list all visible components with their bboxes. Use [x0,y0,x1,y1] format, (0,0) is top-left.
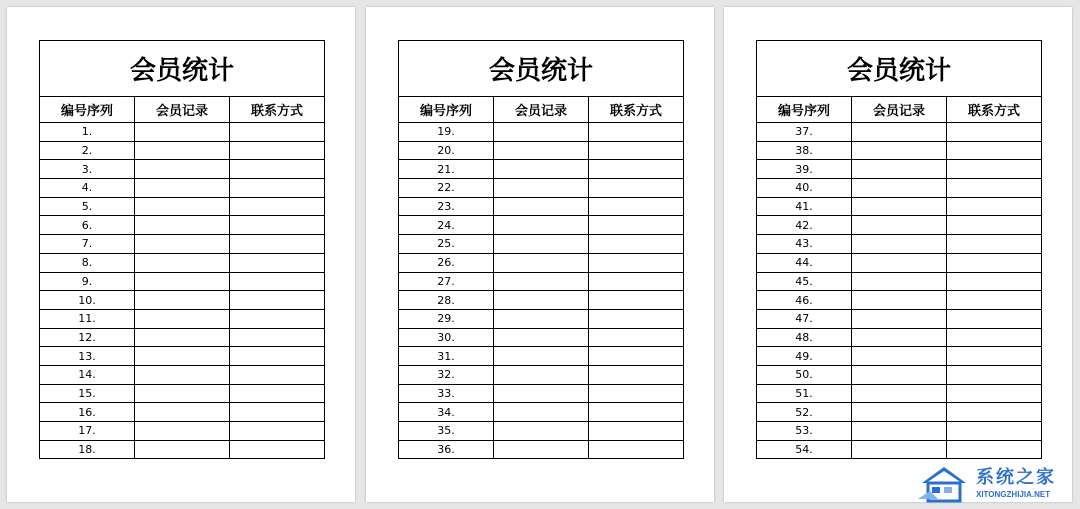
record-cell[interactable] [494,309,589,328]
record-cell[interactable] [135,422,230,441]
serial-cell: 29. [399,309,494,328]
contact-cell[interactable] [589,123,684,142]
record-cell[interactable] [852,235,947,254]
serial-cell: 38. [757,141,852,160]
contact-cell[interactable] [947,216,1042,235]
contact-cell[interactable] [947,253,1042,272]
serial-cell: 49. [757,347,852,366]
serial-cell: 9. [40,272,135,291]
table-row [757,197,1042,216]
table-row [40,422,325,441]
contact-cell[interactable] [589,309,684,328]
member-table [756,40,1042,459]
contact-cell[interactable] [947,179,1042,198]
document-page-3 [724,7,1072,502]
serial-cell: 25. [399,235,494,254]
member-table [398,40,684,459]
contact-cell[interactable] [947,328,1042,347]
serial-cell: 11. [40,309,135,328]
record-cell[interactable] [135,216,230,235]
header-serial: 编号序列 [399,97,494,123]
serial-cell: 51. [757,384,852,403]
record-cell[interactable] [135,403,230,422]
table-row [757,347,1042,366]
table-row [399,347,684,366]
serial-cell: 47. [757,309,852,328]
record-cell[interactable] [494,253,589,272]
serial-cell: 45. [757,272,852,291]
contact-cell[interactable] [230,347,325,366]
contact-cell[interactable] [947,235,1042,254]
record-cell[interactable] [135,235,230,254]
contact-cell[interactable] [589,384,684,403]
record-cell[interactable] [852,253,947,272]
watermark-url: XITONGZHIJIA.NET [976,490,1051,499]
contact-cell[interactable] [589,235,684,254]
watermark-cn-text: 系统之家 [976,467,1056,488]
contact-cell[interactable] [589,272,684,291]
table-body [40,123,325,459]
serial-cell: 28. [399,291,494,310]
contact-cell[interactable] [230,197,325,216]
table-row [399,309,684,328]
serial-cell: 46. [757,291,852,310]
table-body [757,123,1042,459]
house-logo-icon [918,463,970,503]
serial-cell: 1. [40,123,135,142]
table-title: 会员统计 [399,41,684,97]
contact-cell[interactable] [947,347,1042,366]
table-row [399,403,684,422]
record-cell[interactable] [494,272,589,291]
table-row [40,123,325,142]
table-row [40,197,325,216]
contact-cell[interactable] [230,272,325,291]
table-row [757,123,1042,142]
contact-cell[interactable] [589,216,684,235]
record-cell[interactable] [852,291,947,310]
serial-cell: 52. [757,403,852,422]
serial-cell: 39. [757,160,852,179]
contact-cell[interactable] [947,197,1042,216]
header-serial: 编号序列 [40,97,135,123]
record-cell[interactable] [135,440,230,459]
table-row [399,160,684,179]
record-cell[interactable] [494,179,589,198]
record-cell[interactable] [494,160,589,179]
contact-cell[interactable] [589,253,684,272]
record-cell[interactable] [135,253,230,272]
table-row [757,235,1042,254]
contact-cell[interactable] [230,422,325,441]
record-cell[interactable] [135,384,230,403]
contact-cell[interactable] [230,160,325,179]
serial-cell: 43. [757,235,852,254]
serial-cell: 12. [40,328,135,347]
record-cell[interactable] [852,347,947,366]
contact-cell[interactable] [589,160,684,179]
contact-cell[interactable] [947,123,1042,142]
table-row [40,365,325,384]
table-row [757,141,1042,160]
serial-cell: 34. [399,403,494,422]
record-cell[interactable] [852,160,947,179]
table-row [757,272,1042,291]
header-contact: 联系方式 [230,97,325,123]
table-row [40,309,325,328]
document-page-2 [366,7,714,502]
header-contact: 联系方式 [589,97,684,123]
serial-cell: 17. [40,422,135,441]
record-cell[interactable] [135,365,230,384]
serial-cell: 21. [399,160,494,179]
record-cell[interactable] [135,291,230,310]
table-row [757,291,1042,310]
serial-cell: 32. [399,365,494,384]
contact-cell[interactable] [947,141,1042,160]
table-title: 会员统计 [40,41,325,97]
contact-cell[interactable] [947,160,1042,179]
table-row [40,235,325,254]
record-cell[interactable] [494,440,589,459]
contact-cell[interactable] [589,440,684,459]
serial-cell: 30. [399,328,494,347]
serial-cell: 5. [40,197,135,216]
serial-cell: 16. [40,403,135,422]
record-cell[interactable] [852,384,947,403]
table-row [399,291,684,310]
contact-cell[interactable] [589,347,684,366]
table-body [399,123,684,459]
contact-cell[interactable] [230,179,325,198]
table-row [40,384,325,403]
serial-cell: 19. [399,123,494,142]
serial-cell: 42. [757,216,852,235]
table-row [757,422,1042,441]
record-cell[interactable] [135,197,230,216]
contact-cell[interactable] [230,235,325,254]
record-cell[interactable] [135,272,230,291]
serial-cell: 6. [40,216,135,235]
record-cell[interactable] [852,216,947,235]
table-row [399,179,684,198]
record-cell[interactable] [494,291,589,310]
contact-cell[interactable] [230,365,325,384]
table-row [399,272,684,291]
contact-cell[interactable] [230,141,325,160]
serial-cell: 31. [399,347,494,366]
contact-cell[interactable] [947,272,1042,291]
serial-cell: 54. [757,440,852,459]
table-row [399,141,684,160]
serial-cell: 50. [757,365,852,384]
record-cell[interactable] [135,123,230,142]
contact-cell[interactable] [230,384,325,403]
table-row [40,160,325,179]
table-row [399,123,684,142]
contact-cell[interactable] [947,309,1042,328]
header-serial: 编号序列 [757,97,852,123]
document-page-1 [7,7,355,502]
serial-cell: 23. [399,197,494,216]
contact-cell[interactable] [589,365,684,384]
record-cell[interactable] [494,384,589,403]
serial-cell: 18. [40,440,135,459]
contact-cell[interactable] [589,403,684,422]
serial-cell: 27. [399,272,494,291]
table-row [757,384,1042,403]
table-row [40,272,325,291]
record-cell[interactable] [852,141,947,160]
header-contact: 联系方式 [947,97,1042,123]
record-cell[interactable] [494,235,589,254]
contact-cell[interactable] [947,403,1042,422]
contact-cell[interactable] [589,328,684,347]
member-table [39,40,325,459]
serial-cell: 36. [399,440,494,459]
contact-cell[interactable] [947,291,1042,310]
record-cell[interactable] [135,347,230,366]
table-row [40,141,325,160]
table-row [40,291,325,310]
contact-cell[interactable] [230,309,325,328]
serial-cell: 41. [757,197,852,216]
contact-cell[interactable] [230,291,325,310]
table-row [399,197,684,216]
contact-cell[interactable] [589,141,684,160]
serial-cell: 22. [399,179,494,198]
table-row [40,403,325,422]
contact-cell[interactable] [230,440,325,459]
header-record: 会员记录 [135,97,230,123]
record-cell[interactable] [494,123,589,142]
record-cell[interactable] [852,272,947,291]
serial-cell: 33. [399,384,494,403]
table-row [40,440,325,459]
serial-cell: 7. [40,235,135,254]
table-row [757,365,1042,384]
record-cell[interactable] [494,197,589,216]
contact-cell[interactable] [589,179,684,198]
record-cell[interactable] [852,403,947,422]
table-row [757,328,1042,347]
serial-cell: 4. [40,179,135,198]
table-row [757,160,1042,179]
record-cell[interactable] [135,160,230,179]
header-record: 会员记录 [494,97,589,123]
serial-cell: 14. [40,365,135,384]
record-cell[interactable] [135,141,230,160]
table-row [399,216,684,235]
record-cell[interactable] [852,328,947,347]
header-record: 会员记录 [852,97,947,123]
record-cell[interactable] [135,328,230,347]
serial-cell: 15. [40,384,135,403]
serial-cell: 8. [40,253,135,272]
record-cell[interactable] [494,365,589,384]
record-cell[interactable] [494,347,589,366]
serial-cell: 48. [757,328,852,347]
contact-cell[interactable] [230,123,325,142]
record-cell[interactable] [852,197,947,216]
serial-cell: 2. [40,141,135,160]
record-cell[interactable] [494,328,589,347]
serial-cell: 3. [40,160,135,179]
record-cell[interactable] [494,422,589,441]
table-row [757,179,1042,198]
serial-cell: 37. [757,123,852,142]
contact-cell[interactable] [230,216,325,235]
table-row [399,328,684,347]
serial-cell: 24. [399,216,494,235]
contact-cell[interactable] [230,403,325,422]
contact-cell[interactable] [947,422,1042,441]
contact-cell[interactable] [589,291,684,310]
table-row [399,253,684,272]
table-row [757,403,1042,422]
table-row [399,365,684,384]
table-row [399,235,684,254]
contact-cell[interactable] [230,328,325,347]
record-cell[interactable] [852,365,947,384]
serial-cell: 20. [399,141,494,160]
contact-cell[interactable] [589,197,684,216]
serial-cell: 26. [399,253,494,272]
contact-cell[interactable] [947,365,1042,384]
table-row [40,179,325,198]
table-row [40,328,325,347]
record-cell[interactable] [852,422,947,441]
table-row [757,216,1042,235]
table-row [757,309,1042,328]
table-row [40,253,325,272]
table-row [399,422,684,441]
table-row [40,347,325,366]
serial-cell: 10. [40,291,135,310]
record-cell[interactable] [494,216,589,235]
table-row [399,384,684,403]
record-cell[interactable] [494,141,589,160]
contact-cell[interactable] [947,384,1042,403]
serial-cell: 13. [40,347,135,366]
serial-cell: 44. [757,253,852,272]
record-cell[interactable] [494,403,589,422]
contact-cell[interactable] [589,422,684,441]
record-cell[interactable] [135,309,230,328]
site-watermark [916,457,1076,507]
serial-cell: 53. [757,422,852,441]
table-title: 会员统计 [757,41,1042,97]
table-row [757,253,1042,272]
serial-cell: 35. [399,422,494,441]
table-row [399,440,684,459]
record-cell[interactable] [852,309,947,328]
contact-cell[interactable] [230,253,325,272]
record-cell[interactable] [135,179,230,198]
table-row [40,216,325,235]
record-cell[interactable] [852,123,947,142]
record-cell[interactable] [852,179,947,198]
serial-cell: 40. [757,179,852,198]
